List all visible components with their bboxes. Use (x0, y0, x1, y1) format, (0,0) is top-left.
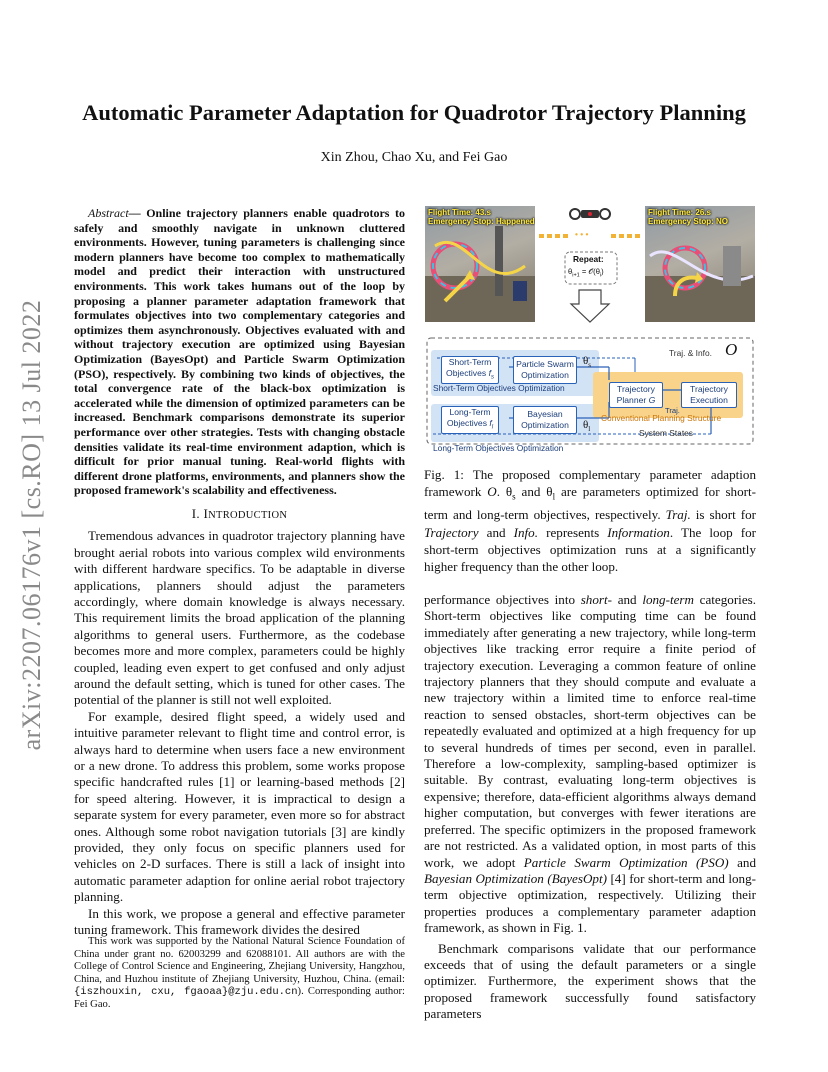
theta-l-label: $\theta_l$ (583, 419, 591, 434)
arxiv-watermark (14, 290, 50, 760)
repeat-label: Repeat: (573, 254, 604, 264)
intro-paragraph-2: For example, desired flight speed, a widely used and intuitive parameter relevant to flight time and control error, is always hard to determine when users face a new environment or a new drone. To address this problem, some works propose specific handcrafted rules [1] or learning-based methods [2] for speed altering. However, it is impractical to design a separate system for every parameter, even more so for abstract ones. Although some robot navigation tutorials [3] are kindly provided, they only focus on specific planners used for vehicles on 2-D surfaces. There is still a lack of insight into automatic parameter adaption for online aerial robot trajectory planning. (74, 708, 405, 905)
drone-icon (570, 209, 610, 219)
emergency-stop-left: Emergency Stop: Happened (428, 217, 535, 226)
repeat-diagram (537, 206, 643, 326)
repeat-formula: $\theta_{i+1}$ = $𝒪(\theta_i)$ (568, 267, 604, 279)
body-text: [4] for short-term and long-term objective optimization, respectively. Utilizing their properties produces a complementary parameter adaption framework, as shown in Fig. 1. (424, 870, 756, 936)
caption-text: . The loop for short-term objectives optimization runs at a significantly higher frequency than the other loop. (424, 524, 757, 575)
caption-text: and (478, 524, 514, 540)
theta-s-label: $\theta_s$ (583, 355, 592, 370)
paper-title: Automatic Parameter Adaptation for Quadrotor Trajectory Planning (82, 100, 746, 125)
body-emph: Particle Swarm Optimization (PSO) (523, 854, 729, 870)
caption-emph: Information (607, 524, 670, 540)
body-emph: long-term (642, 592, 694, 607)
bayesopt-box: Bayesian Optimization (513, 406, 577, 434)
right-paragraph-2: Benchmark comparisons validate that our performance exceeds that of using the default parameters or a single optimizer. Furthermore, the experiment shows that the proposed framework successfully found satisfactory parameters (424, 940, 756, 1022)
traj-label: Traj. (665, 406, 680, 415)
long-term-group-label: Long-Term Objectives Optimization (433, 443, 564, 453)
caption-operator: O (487, 484, 497, 500)
body-text: performance objectives into (424, 592, 581, 607)
flight-time-right: Flight Time: 26.s (648, 208, 711, 217)
emergency-stop-right: Emergency Stop: NO (648, 217, 729, 226)
system-states-label: System States (639, 428, 693, 438)
body-text: and (728, 854, 756, 870)
caption-emph: Trajectory (424, 524, 479, 540)
traj-info-label: Traj. & Info. (669, 348, 712, 358)
footnote-tail: ). Corresponding author: Fei Gao. (74, 986, 405, 1010)
trajectory-execution-box: Trajectory Execution (681, 382, 737, 408)
caption-text: are parameters optimized for short-term and long-term objectives, respectively. (424, 484, 756, 523)
caption-text: represents (538, 524, 608, 540)
author-list: Xin Zhou, Chao Xu, and Fei Gao (320, 150, 508, 165)
caption-text: and θ (515, 484, 553, 500)
flight-stats-left (428, 208, 535, 226)
short-term-objectives-box: Short-Term Objectives $f_s$ (441, 356, 499, 384)
caption-text: . θ (496, 484, 513, 500)
long-term-objectives-box: Long-Term Objectives $f_l$ (441, 406, 499, 434)
caption-text: is short for (690, 507, 756, 523)
caption-emph: Info. (513, 524, 539, 540)
operator-symbol: O (725, 340, 738, 359)
caption-sub: s (512, 491, 516, 502)
trajectory-planner-box: Trajectory Planner G (609, 382, 663, 408)
short-term-group-label: Short-Term Objectives Optimization (433, 383, 565, 393)
section-heading: I. INTRODUCTION (191, 505, 288, 521)
figure-caption (424, 466, 756, 575)
right-column (424, 592, 756, 1023)
left-column (74, 206, 405, 938)
caption-label: Fig. 1: (424, 467, 464, 482)
body-text: categories. Short-term objectives like computing time can be found immediately after generating a new trajectory, while long-term objectives like tracking error require a finite period of trajectory execution. Leveraging a common feature of online trajectory planners that they should compute and evaluate a new trajectory within a limited time to enforce real-time reaction to sensed obstacles, short-term objectives can be repeatedly evaluated and optimized at a high frequency for up to several hundreds of times per second, even in parallel. Therefore a low-complexity, sampling-based optimizer is suitable. By contrast, evaluating long-term objectives is expensive; therefore, data-efficient algorithms always demand higher computation, but converges with fewer iterations are preferred. The specific optimizers in the proposed framework are not restricted. As a validated option, in most parts of this work, we adopt (424, 592, 756, 870)
ellipsis-label: • • • (575, 229, 589, 239)
abstract-text: Online trajectory planners enable quadrotors to safely and smoothly navigate in unknown cluttered environments. However, tuning parameters is challenging since modern planners have become too complex to mathematically model and predict their interaction with unstructured environments. This work takes humans out of the loop by proposing a planner parameter adaptation framework that formulates objectives into two complementary categories and optimizes them asynchronously. Objectives evaluated with and without trajectory execution are optimized using Bayesian Optimization (BayesOpt) and Particle Swarm Optimization (PSO), respectively. By combining two kinds of objectives, the total convergence rate of the black-box optimization is accelerated while the dimension of optimized parameters can be increased. Benchmark comparisons demonstrate its superior performance over other strategies. Tests with changing obstacle densities validate its real-time environment adaption, which is difficult for prior manual tuning. Real-world flights with different drone platforms, environments, and planners show the proposed framework's scalability and effectiveness. (74, 206, 406, 498)
abstract-label: Abstract (88, 206, 129, 220)
footnote (74, 936, 405, 1012)
intro-paragraph-1: Tremendous advances in quadrotor trajectory planning have brought aerial robots into various complex wild environments with different hardware specifics. To be adaptable in diverse applications, planners should adjust the parameters accordingly, where domain knowledge is always necessary. This requirement limits the broad application of the planning algorithms to general users. Furthermore, as the codebase becomes more and more complex, parameters could be highly coupled, leading even expert to get confused and only adjust around the default setting, which is tuned for other cases. The potential of the planner is still not well exploited. (74, 528, 405, 708)
intro-paragraph-3: In this work, we propose a general and effective parameter tuning framework. This framework divides the desired (74, 905, 405, 938)
pso-box: Particle Swarm Optimization (513, 356, 577, 384)
caption-emph: Traj. (665, 507, 691, 523)
arxiv-id: arXiv:2207.06176v1 [cs.RO] 13 Jul 2022 (17, 299, 46, 751)
body-text: and (612, 592, 643, 607)
flight-photo-left (425, 206, 535, 322)
abstract: Abstract— Online trajectory planners enable quadrotors to safely and smoothly navigate in unknown cluttered environments. However, tuning parameters is challenging since modern planners have become too complex to mathematically model and predict their interaction with unstructured environments. This work takes humans out of the loop by proposing a planner parameter adaptation framework that formulates objectives into two complementary categories and optimizes them asynchronously. Objectives evaluated with and without trajectory execution are optimized using Bayesian Optimization (BayesOpt) and Particle Swarm Optimization (PSO), respectively. By combining two kinds of objectives, the total convergence rate of the black-box optimization is accelerated while the dimension of optimized parameters can be increased. Benchmark comparisons demonstrate its superior performance over other strategies. Tests with changing obstacle densities validate its real-time environment adaption, which is difficult for prior manual tuning. Real-world flights with different drone platforms, environments, and planners show the proposed framework's scalability and effectiveness. (74, 206, 406, 498)
caption-sub: l (552, 491, 556, 502)
footnote-emails: {iszhouxin, cxu, fgaoaa}@zju.edu.cn (74, 986, 298, 999)
caption-text: The proposed complementary parameter adaption framework (424, 467, 757, 500)
footnote-text: This work was supported by the National Natural Science Foundation of China under grant no. 62003299 and 62088101. All authors are with the College of Control Science and Engineering, Zhejiang University, Hangzhou, China, and Huzhou institute of Zhejiang University, Huzhou, China. (email: (74, 936, 405, 985)
conventional-structure-label: Conventional Planning Structure (601, 413, 722, 423)
body-emph: Bayesian Optimization (BayesOpt) (424, 870, 607, 886)
body-emph: short- (580, 592, 612, 607)
flight-stats-right (648, 208, 728, 226)
flight-photo-right (645, 206, 755, 322)
flight-time-left: Flight Time: 43.s (428, 208, 491, 217)
figure-1 (425, 206, 755, 461)
right-paragraph-1 (424, 592, 756, 937)
